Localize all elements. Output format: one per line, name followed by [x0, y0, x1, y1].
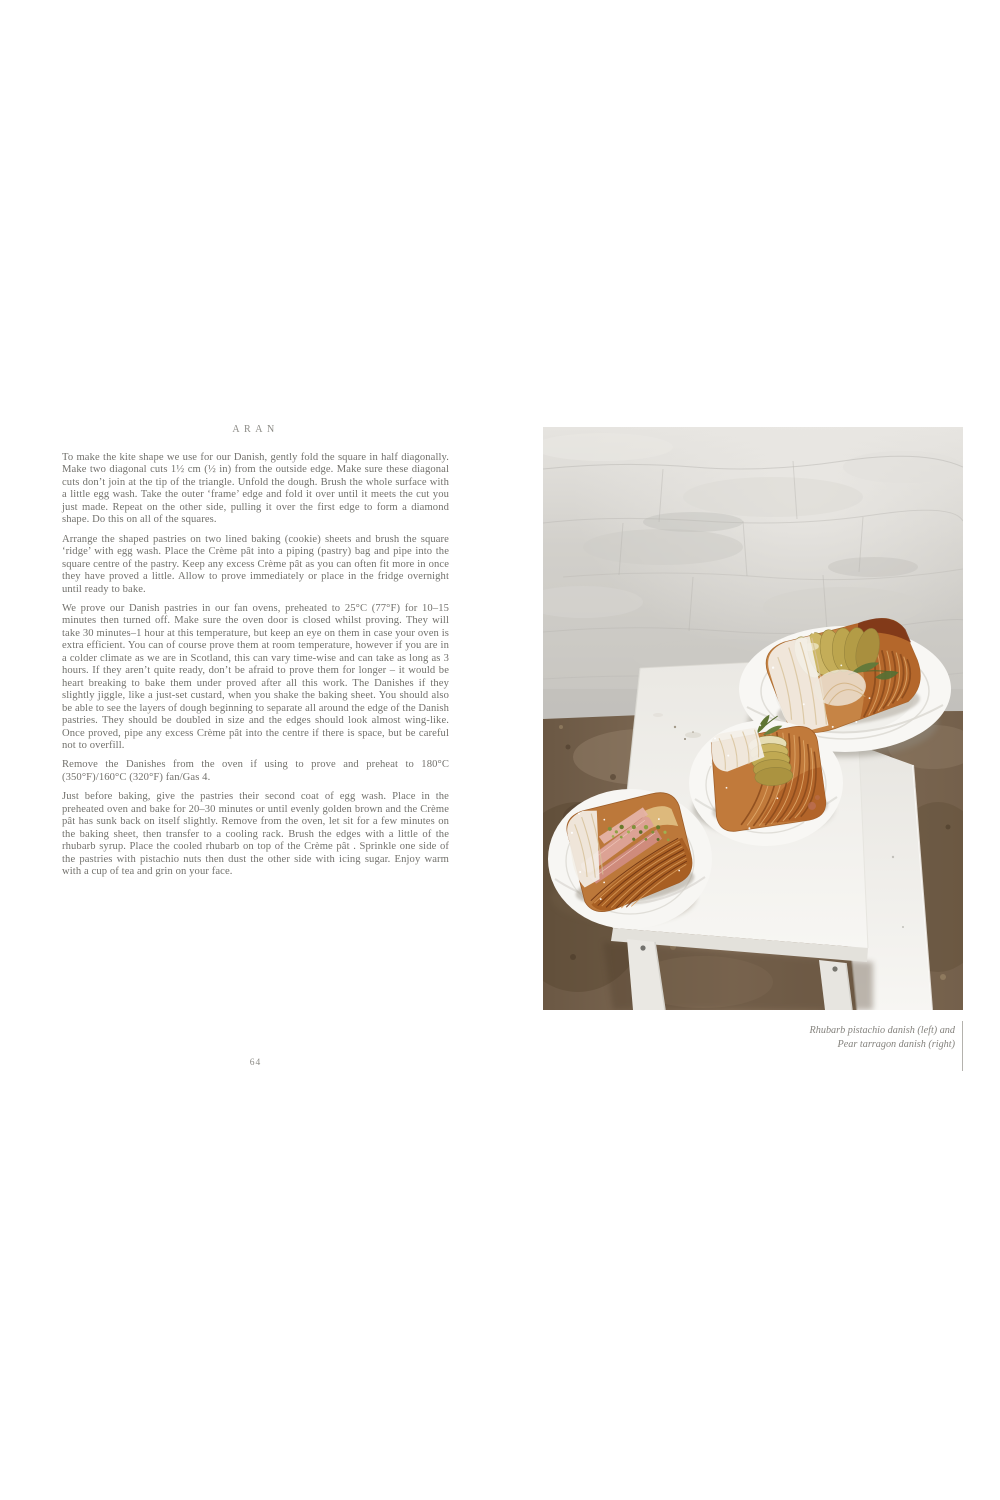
pastry-photo-illustration — [543, 427, 963, 1010]
book-title-header: ARAN — [232, 424, 279, 435]
pastry-photo — [543, 427, 963, 1010]
recipe-paragraph: Arrange the shaped pastries on two lined baking (cookie) sheets and brush the square ‘ridge’ with egg wash. Place the Crème pât into a piping (pastry) bag and pipe into the square centre of the pastry. Keep any excess Crème pât as you can often fit more in once they have proved a little. Allow to prove immediately or place in the fridge overnight until ready to bake. — [62, 533, 449, 595]
photo-caption — [810, 1024, 955, 1051]
screw-head — [832, 966, 837, 971]
screw-head — [640, 945, 645, 950]
recipe-paragraph: Just before baking, give the pastries their second coat of egg wash. Place in the preheated oven and bake for 20–30 minutes or until evenly golden brown and the Crème pât has sunk back on itself slightly. Remove from the oven, let sit for a few minutes on the baking sheet, then transfer to a cooling rack. Brush the edges with a little of the rhubarb syrup. Place the cooled rhubarb on top of the Crème pât . Sprinkle one side of the pastries with pistachio nuts then dust the other side with icing sugar. Enjoy warm with a cup of tea and grin on your face. — [62, 791, 449, 878]
recipe-paragraph: Remove the Danishes from the oven if using to prove and preheat to 180°C (350°F)/160°C (320°F) fan/Gas 4. — [62, 759, 449, 783]
recipe-text-column — [62, 424, 449, 886]
recipe-paragraph: We prove our Danish pastries in our fan ovens, preheated to 25°C (77°F) for 10–15 minutes then turned off. Make sure the oven door is closed whilst proving. They will take 30 minutes–1 hour at this temperature, but keep an eye on them in case your oven is extra efficient. You can of course prove them at room temperature, however if you are in a colder climate as we are in Scotland, this can vary time-wise and can take as long as 3 hours. If they aren’t quite ready, don’t be afraid to prove them for longer – it would be heart breaking to bake them under proved after all this work. The Danishes if they slightly jiggle, like a just-set custard, when you shake the baking sheet. You should also be able to see the layers of dough beginning to separate all around the edge of the Danish pastries. They should be doubled in size and the edges should look almost wing-like. Once proved, pipe any excess Crème pât into the centre if there is space, but be careful not to overfill. — [62, 602, 450, 751]
recipe-paragraph: To make the kite shape we use for our Danish, gently fold the square in half diagonally. Make two diagonal cuts 1½ cm (½ in) from the outside edge. Make sure these diagonal cuts don’t join at the tip of the triangle. Unfold the dough. Brush the whole surface with a little egg wash. Take the outer ‘frame’ edge and fold it over until it meets the cut you just made. Repeat on the other side, pulling it over the first edge to form a diamond shape. Do this on all of the squares. — [62, 452, 449, 526]
caption-line: Rhubarb pistachio danish (left) and — [809, 1025, 955, 1036]
plate-rhubarb-danish — [548, 789, 712, 929]
page-number: 64 — [249, 1058, 262, 1068]
caption-rule — [962, 1021, 963, 1071]
caption-line: Pear tarragon danish (right) — [837, 1038, 955, 1050]
